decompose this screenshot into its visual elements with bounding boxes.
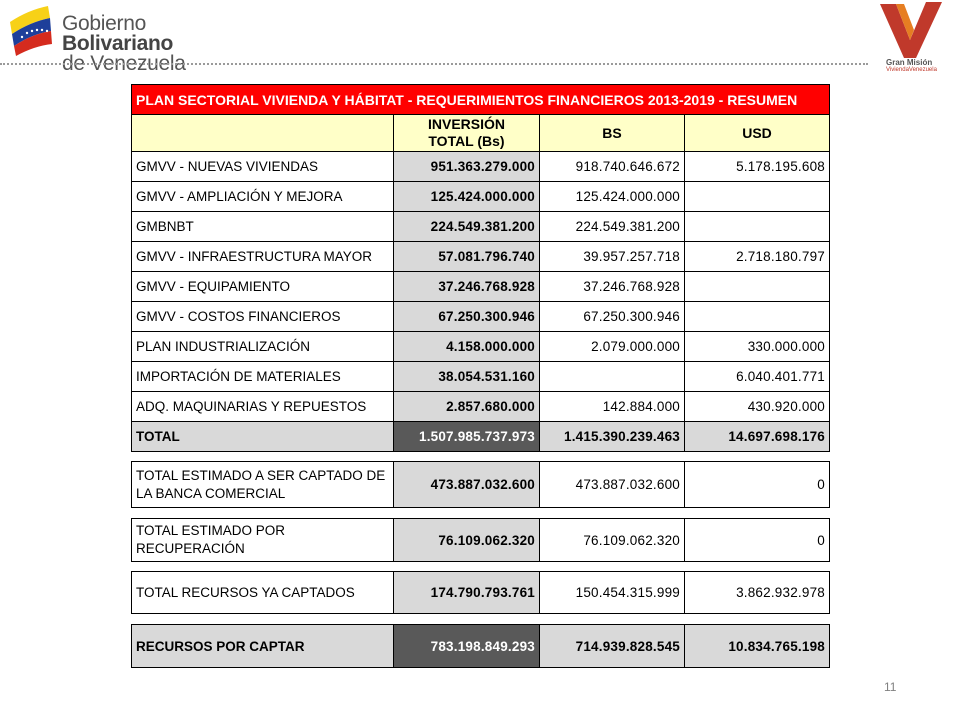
table-row bbox=[132, 302, 830, 332]
column-header-bs: BS bbox=[540, 115, 685, 152]
summary-row bbox=[132, 572, 830, 614]
table-row bbox=[132, 392, 830, 422]
row-total: 951.363.279.000 bbox=[394, 152, 540, 182]
gov-logo-line2: de Venezuela bbox=[62, 52, 186, 75]
row-usd: 430.920.000 bbox=[685, 392, 830, 422]
total-bs: 1.415.390.239.463 bbox=[540, 422, 685, 452]
summary-row bbox=[132, 519, 830, 562]
row-bs: 125.424.000.000 bbox=[540, 182, 685, 212]
header-divider bbox=[0, 63, 868, 65]
row-label: GMVV - AMPLIACIÓN Y MEJORA bbox=[132, 182, 394, 212]
row-total: 224.549.381.200 bbox=[394, 212, 540, 242]
table-row bbox=[132, 362, 830, 392]
table-header-row bbox=[132, 115, 830, 152]
column-header-usd: USD bbox=[685, 115, 830, 152]
row-label: GMVV - EQUIPAMIENTO bbox=[132, 272, 394, 302]
table-title-row bbox=[132, 85, 830, 115]
program-logo-line1: Gran Misión bbox=[886, 58, 933, 67]
row-label: GMBNBT bbox=[132, 212, 394, 242]
row-usd bbox=[685, 182, 830, 212]
row-label: GMVV - COSTOS FINANCIEROS bbox=[132, 302, 394, 332]
row-bs: 39.957.257.718 bbox=[540, 242, 685, 272]
financial-requirements-table bbox=[131, 84, 830, 452]
summary-table bbox=[131, 571, 830, 614]
summary-bs: 714.939.828.545 bbox=[540, 625, 685, 668]
row-usd bbox=[685, 302, 830, 332]
row-total: 38.054.531.160 bbox=[394, 362, 540, 392]
summary-label: TOTAL ESTIMADO POR RECUPERACIÓN bbox=[132, 519, 394, 562]
row-bs bbox=[540, 362, 685, 392]
summary-total: 473.887.032.600 bbox=[394, 462, 540, 508]
row-bs: 142.884.000 bbox=[540, 392, 685, 422]
row-label: PLAN INDUSTRIALIZACIÓN bbox=[132, 332, 394, 362]
table-row bbox=[132, 272, 830, 302]
row-bs: 918.740.646.672 bbox=[540, 152, 685, 182]
summary-usd: 0 bbox=[685, 519, 830, 562]
summary-row bbox=[132, 462, 830, 508]
row-bs: 37.246.768.928 bbox=[540, 272, 685, 302]
row-label: ADQ. MAQUINARIAS Y REPUESTOS bbox=[132, 392, 394, 422]
total-usd: 14.697.698.176 bbox=[685, 422, 830, 452]
summary-bs: 150.454.315.999 bbox=[540, 572, 685, 614]
total-row bbox=[132, 422, 830, 452]
gobierno-bolivariano-logo bbox=[8, 4, 248, 75]
row-usd: 330.000.000 bbox=[685, 332, 830, 362]
gov-logo-bold: Bolivariano bbox=[62, 32, 174, 55]
summary-total: 174.790.793.761 bbox=[394, 572, 540, 614]
row-usd: 6.040.401.771 bbox=[685, 362, 830, 392]
table-row bbox=[132, 332, 830, 362]
venezuela-flag-icon bbox=[8, 4, 54, 56]
page-number: 11 bbox=[884, 680, 897, 694]
row-bs: 67.250.300.946 bbox=[540, 302, 685, 332]
row-label: GMVV - INFRAESTRUCTURA MAYOR bbox=[132, 242, 394, 272]
row-total: 4.158.000.000 bbox=[394, 332, 540, 362]
row-label: IMPORTACIÓN DE MATERIALES bbox=[132, 362, 394, 392]
row-usd bbox=[685, 272, 830, 302]
gran-mision-vivienda-logo bbox=[872, 2, 952, 82]
summary-table bbox=[131, 461, 830, 508]
row-bs: 2.079.000.000 bbox=[540, 332, 685, 362]
row-total: 2.857.680.000 bbox=[394, 392, 540, 422]
summary-usd: 10.834.765.198 bbox=[685, 625, 830, 668]
summary-label: RECURSOS POR CAPTAR bbox=[132, 625, 394, 668]
table-row bbox=[132, 242, 830, 272]
summary-label: TOTAL ESTIMADO A SER CAPTADO DE LA BANCA COMERCIAL bbox=[132, 462, 394, 508]
summary-row bbox=[132, 625, 830, 668]
v-logo-icon bbox=[878, 2, 944, 60]
summary-total: 76.109.062.320 bbox=[394, 519, 540, 562]
row-usd: 2.718.180.797 bbox=[685, 242, 830, 272]
header-blank-cell bbox=[132, 115, 394, 152]
total-total: 1.507.985.737.973 bbox=[394, 422, 540, 452]
summary-bs: 76.109.062.320 bbox=[540, 519, 685, 562]
row-usd: 5.178.195.608 bbox=[685, 152, 830, 182]
row-total: 57.081.796.740 bbox=[394, 242, 540, 272]
summary-total: 783.198.849.293 bbox=[394, 625, 540, 668]
row-total: 37.246.768.928 bbox=[394, 272, 540, 302]
total-label: TOTAL bbox=[132, 422, 394, 452]
summary-table bbox=[131, 518, 830, 562]
program-logo-line2: ViviendaVenezuela bbox=[886, 67, 937, 73]
summary-table bbox=[131, 624, 830, 668]
summary-label: TOTAL RECURSOS YA CAPTADOS bbox=[132, 572, 394, 614]
table-row bbox=[132, 152, 830, 182]
row-usd bbox=[685, 212, 830, 242]
table-row bbox=[132, 182, 830, 212]
row-total: 125.424.000.000 bbox=[394, 182, 540, 212]
summary-usd: 0 bbox=[685, 462, 830, 508]
column-header-total: INVERSIÓN TOTAL (Bs) bbox=[394, 115, 540, 152]
table-title: PLAN SECTORIAL VIVIENDA Y HÁBITAT - REQUERIMIENTOS FINANCIEROS 2013-2019 - RESUMEN bbox=[132, 85, 830, 115]
summary-bs: 473.887.032.600 bbox=[540, 462, 685, 508]
summary-usd: 3.862.932.978 bbox=[685, 572, 830, 614]
row-bs: 224.549.381.200 bbox=[540, 212, 685, 242]
row-total: 67.250.300.946 bbox=[394, 302, 540, 332]
row-label: GMVV - NUEVAS VIVIENDAS bbox=[132, 152, 394, 182]
gov-logo-regular: Gobierno bbox=[62, 12, 146, 35]
table-row bbox=[132, 212, 830, 242]
